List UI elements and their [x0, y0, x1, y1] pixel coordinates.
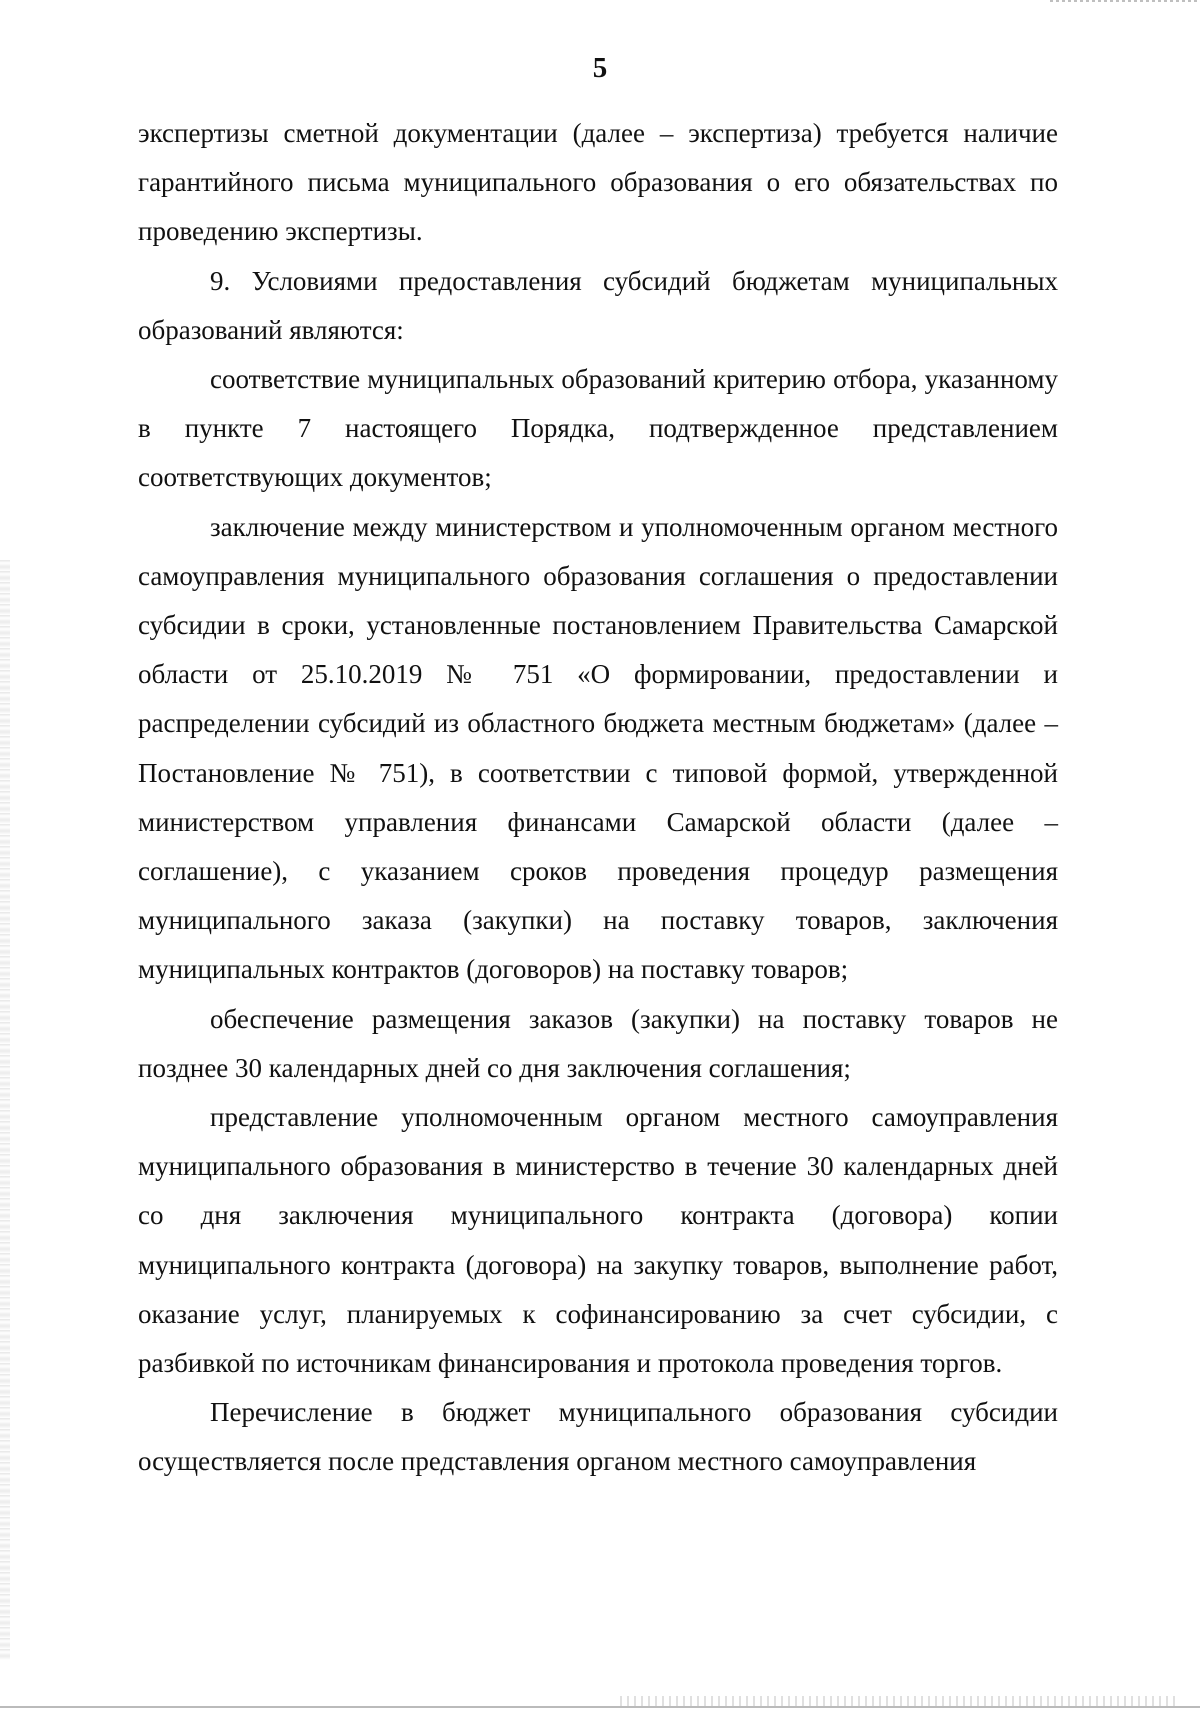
document-body [138, 109, 1058, 1487]
paragraph-criterion-compliance: соответствие муниципальных образований критерию отбора, указанному в пункте 7 настоящего Порядка, подтвержденное представлением соответствующих документов; [138, 364, 1058, 493]
scan-edge-bottom-noise [620, 1696, 1180, 1706]
paragraph-agreement-conclusion: заключение между министерством и уполномоченным органом местного самоуправления муниципального образования соглашения о предоставлении субсидии в сроки, установленные постановлением Правительства Самарской области от 25.10.2019 № 751 «О формировании, предоставлении и распределении субсидий из областного бюджета местным бюджетам» (далее – Постановление № 751), в соответствии с типовой формой, утвержденной министерством управления финансами Самарской области (далее – соглашение), с указанием сроков проведения процедур размещения муниципального заказа (закупки) на поставку товаров, заключения муниципальных контрактов (договоров) на поставку товаров; [138, 511, 1058, 985]
paragraph-order-placement: обеспечение размещения заказов (закупки) на поставку товаров не позднее 30 календарных дней со дня заключения соглашения; [138, 1003, 1058, 1083]
scan-edge-bottom [0, 1706, 1200, 1708]
paragraph-subsidy-transfer: Перечисление в бюджет муниципального образования субсидии осуществляется после представления органом местного самоуправления [138, 1397, 1058, 1477]
page-number: 5 [592, 52, 608, 84]
scan-edge-left [0, 560, 10, 1660]
paragraph-item-9-conditions: 9. Условиями предоставления субсидий бюджетам муниципальных образований являются: [138, 265, 1058, 345]
scan-edge-top [1050, 0, 1200, 2]
paragraph-expertise-continuation: экспертизы сметной документации (далее – экспертиза) требуется наличие гарантийного письма муниципального образования о его обязательствах по проведению экспертизы. [138, 118, 1058, 247]
paragraph-contract-submission: представление уполномоченным органом местного самоуправления муниципального образования в министерство в течение 30 календарных дней со дня заключения муниципального контракта (договора) копии муниципального контракта (договора) на закупку товаров, выполнение работ, оказание услуг, планируемых к софинансированию за счет субсидии, с разбивкой по источникам финансирования и протокола проведения торгов. [138, 1102, 1058, 1379]
